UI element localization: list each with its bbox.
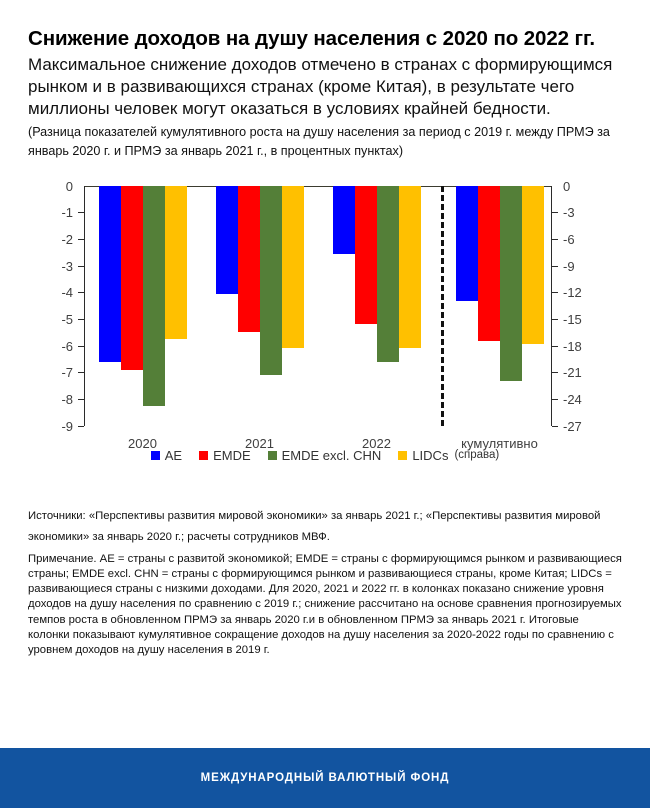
right-axis-tick-label: -12 xyxy=(563,285,582,301)
right-axis-tick-label: -9 xyxy=(563,258,575,274)
plot-inner xyxy=(61,178,582,451)
legend-label: AE xyxy=(164,447,183,463)
left-axis-tick-label: -9 xyxy=(61,418,73,434)
page-lede: Максимальное снижение доходов отмечено в странах с формирующимся рынком и в развивающихся странах (кроме Китая), в результате чего миллионы человек могут оказаться в условиях крайней бедности. xyxy=(28,55,613,118)
right-axis-tick-label: -21 xyxy=(563,365,582,381)
note-text: Примечание. AE = страны с развитой экономикой; EMDE = страны с формирующимся рынком и развивающиеся страны; EMDE excl. CHN = страны с формирующимся рынком и развивающиеся страны, кроме Китая; LIDCs = развивающиеся страны с низкими доходами. Для 2020, 2021 и 2022 гг. в колонках показано снижение уровня доходов на душу населения по сравнению с 2019 г.; снижение рассчитано на основе сравнения прогнозируемых темпов роста в обновленном ПРМЭ за январь 2020 г.и в обновленном ПРМЭ за январь 2021 г. Итоговые колонки показывают кумулятивное сокращение доходов на душу населения за 2020-2022 годы по сравнению с уровнем доходов на душу населения в 2019 г. xyxy=(28,552,622,657)
bar-2021-ae xyxy=(216,186,238,294)
left-axis-tick-label: 0 xyxy=(65,178,73,194)
right-axis-tick-label: -15 xyxy=(563,312,582,328)
page-title: Снижение доходов на душу населения с 2020 по 2022 гг. xyxy=(28,27,595,50)
right-axis-tick xyxy=(552,212,558,213)
bar-2020-lidcs xyxy=(165,186,187,339)
left-axis-tick xyxy=(78,292,84,293)
legend-item-ae[interactable] xyxy=(151,448,182,463)
header xyxy=(0,0,650,160)
right-axis-tick xyxy=(552,426,558,427)
x-axis-label: 2020 xyxy=(128,435,157,451)
bar-кумулятивно-emde-excl-chn xyxy=(500,186,522,382)
right-axis-tick xyxy=(552,372,558,373)
bar-2021-emde xyxy=(238,186,260,333)
left-axis-tick-label: -5 xyxy=(61,312,73,328)
bar-2022-ae xyxy=(333,186,355,254)
right-axis-tick xyxy=(552,399,558,400)
bar-кумулятивно-lidcs xyxy=(522,186,544,344)
right-axis-tick-label: -6 xyxy=(563,232,575,248)
left-axis-tick-label: -3 xyxy=(61,258,73,274)
right-axis-tick-label: -3 xyxy=(563,205,575,221)
left-axis-tick-label: -4 xyxy=(61,285,73,301)
left-axis-tick xyxy=(78,212,84,213)
bar-2020-ae xyxy=(99,186,121,362)
right-axis-tick-label: -18 xyxy=(563,338,582,354)
legend-item-lidcs[interactable] xyxy=(398,448,499,463)
right-axis-tick-label: -24 xyxy=(563,392,582,408)
bar-кумулятивно-ae xyxy=(456,186,478,302)
plot-area xyxy=(61,178,582,451)
footer-bar xyxy=(0,748,650,808)
notes-block xyxy=(28,506,622,659)
sources-text: Источники: «Перспективы развития мировой экономики» за январь 2021 г.; «Перспективы развития мировой экономики» за январь 2020 г.; расчеты сотрудников МВФ. xyxy=(28,509,601,543)
right-axis-tick xyxy=(552,346,558,347)
left-axis-tick xyxy=(78,346,84,347)
chart-legend xyxy=(0,448,650,463)
bar-group-container xyxy=(84,186,552,426)
chart xyxy=(0,176,650,476)
left-axis-tick-label: -6 xyxy=(61,338,73,354)
left-axis-tick xyxy=(78,319,84,320)
legend-label: EMDE xyxy=(213,447,251,463)
bar-2021-lidcs xyxy=(282,186,304,349)
legend-item-emde-excl-chn[interactable] xyxy=(268,448,382,463)
chart-units-note: (Разница показателей кумулятивного роста на душу населения за период с 2019 г. между ПРМЭ за январь 2020 г. и ПРМЭ за январь 2021 г., в процентных пунктах) xyxy=(28,125,610,158)
legend-swatch-icon xyxy=(398,451,407,460)
legend-swatch-icon xyxy=(151,451,160,460)
right-axis-tick xyxy=(552,266,558,267)
right-axis-tick xyxy=(552,292,558,293)
bar-2020-emde-excl-chn xyxy=(143,186,165,406)
right-axis-tick-label: -27 xyxy=(563,418,582,434)
x-axis-label: кумулятивно xyxy=(461,435,538,451)
legend-label: LIDCs xyxy=(412,447,449,463)
left-axis-tick xyxy=(78,426,84,427)
right-axis-tick-label: 0 xyxy=(563,178,571,194)
footer-title: МЕЖДУНАРОДНЫЙ ВАЛЮТНЫЙ ФОНД xyxy=(200,772,450,784)
x-axis-label: 2021 xyxy=(245,435,274,451)
legend-label: EMDE excl. CHN xyxy=(281,447,382,463)
legend-swatch-icon xyxy=(268,451,277,460)
bar-2022-emde-excl-chn xyxy=(377,186,399,362)
left-axis-tick-label: -7 xyxy=(61,365,73,381)
right-axis-tick xyxy=(552,239,558,240)
right-axis-tick xyxy=(552,319,558,320)
bar-2022-emde xyxy=(355,186,377,325)
left-axis-tick-label: -8 xyxy=(61,392,73,408)
left-axis-tick xyxy=(78,372,84,373)
legend-item-emde[interactable] xyxy=(199,448,251,463)
legend-right-axis-note: (справа) xyxy=(454,449,500,462)
bar-2021-emde-excl-chn xyxy=(260,186,282,375)
x-axis-label: 2022 xyxy=(362,435,391,451)
left-axis-tick-label: -2 xyxy=(61,232,73,248)
legend-swatch-icon xyxy=(199,451,208,460)
left-axis-tick xyxy=(78,266,84,267)
left-axis-tick xyxy=(78,399,84,400)
cumulative-divider xyxy=(441,186,444,426)
left-axis-tick xyxy=(78,239,84,240)
bar-2020-emde xyxy=(121,186,143,370)
left-axis-tick-label: -1 xyxy=(61,205,73,221)
bar-кумулятивно-emde xyxy=(478,186,500,342)
bar-2022-lidcs xyxy=(399,186,421,349)
